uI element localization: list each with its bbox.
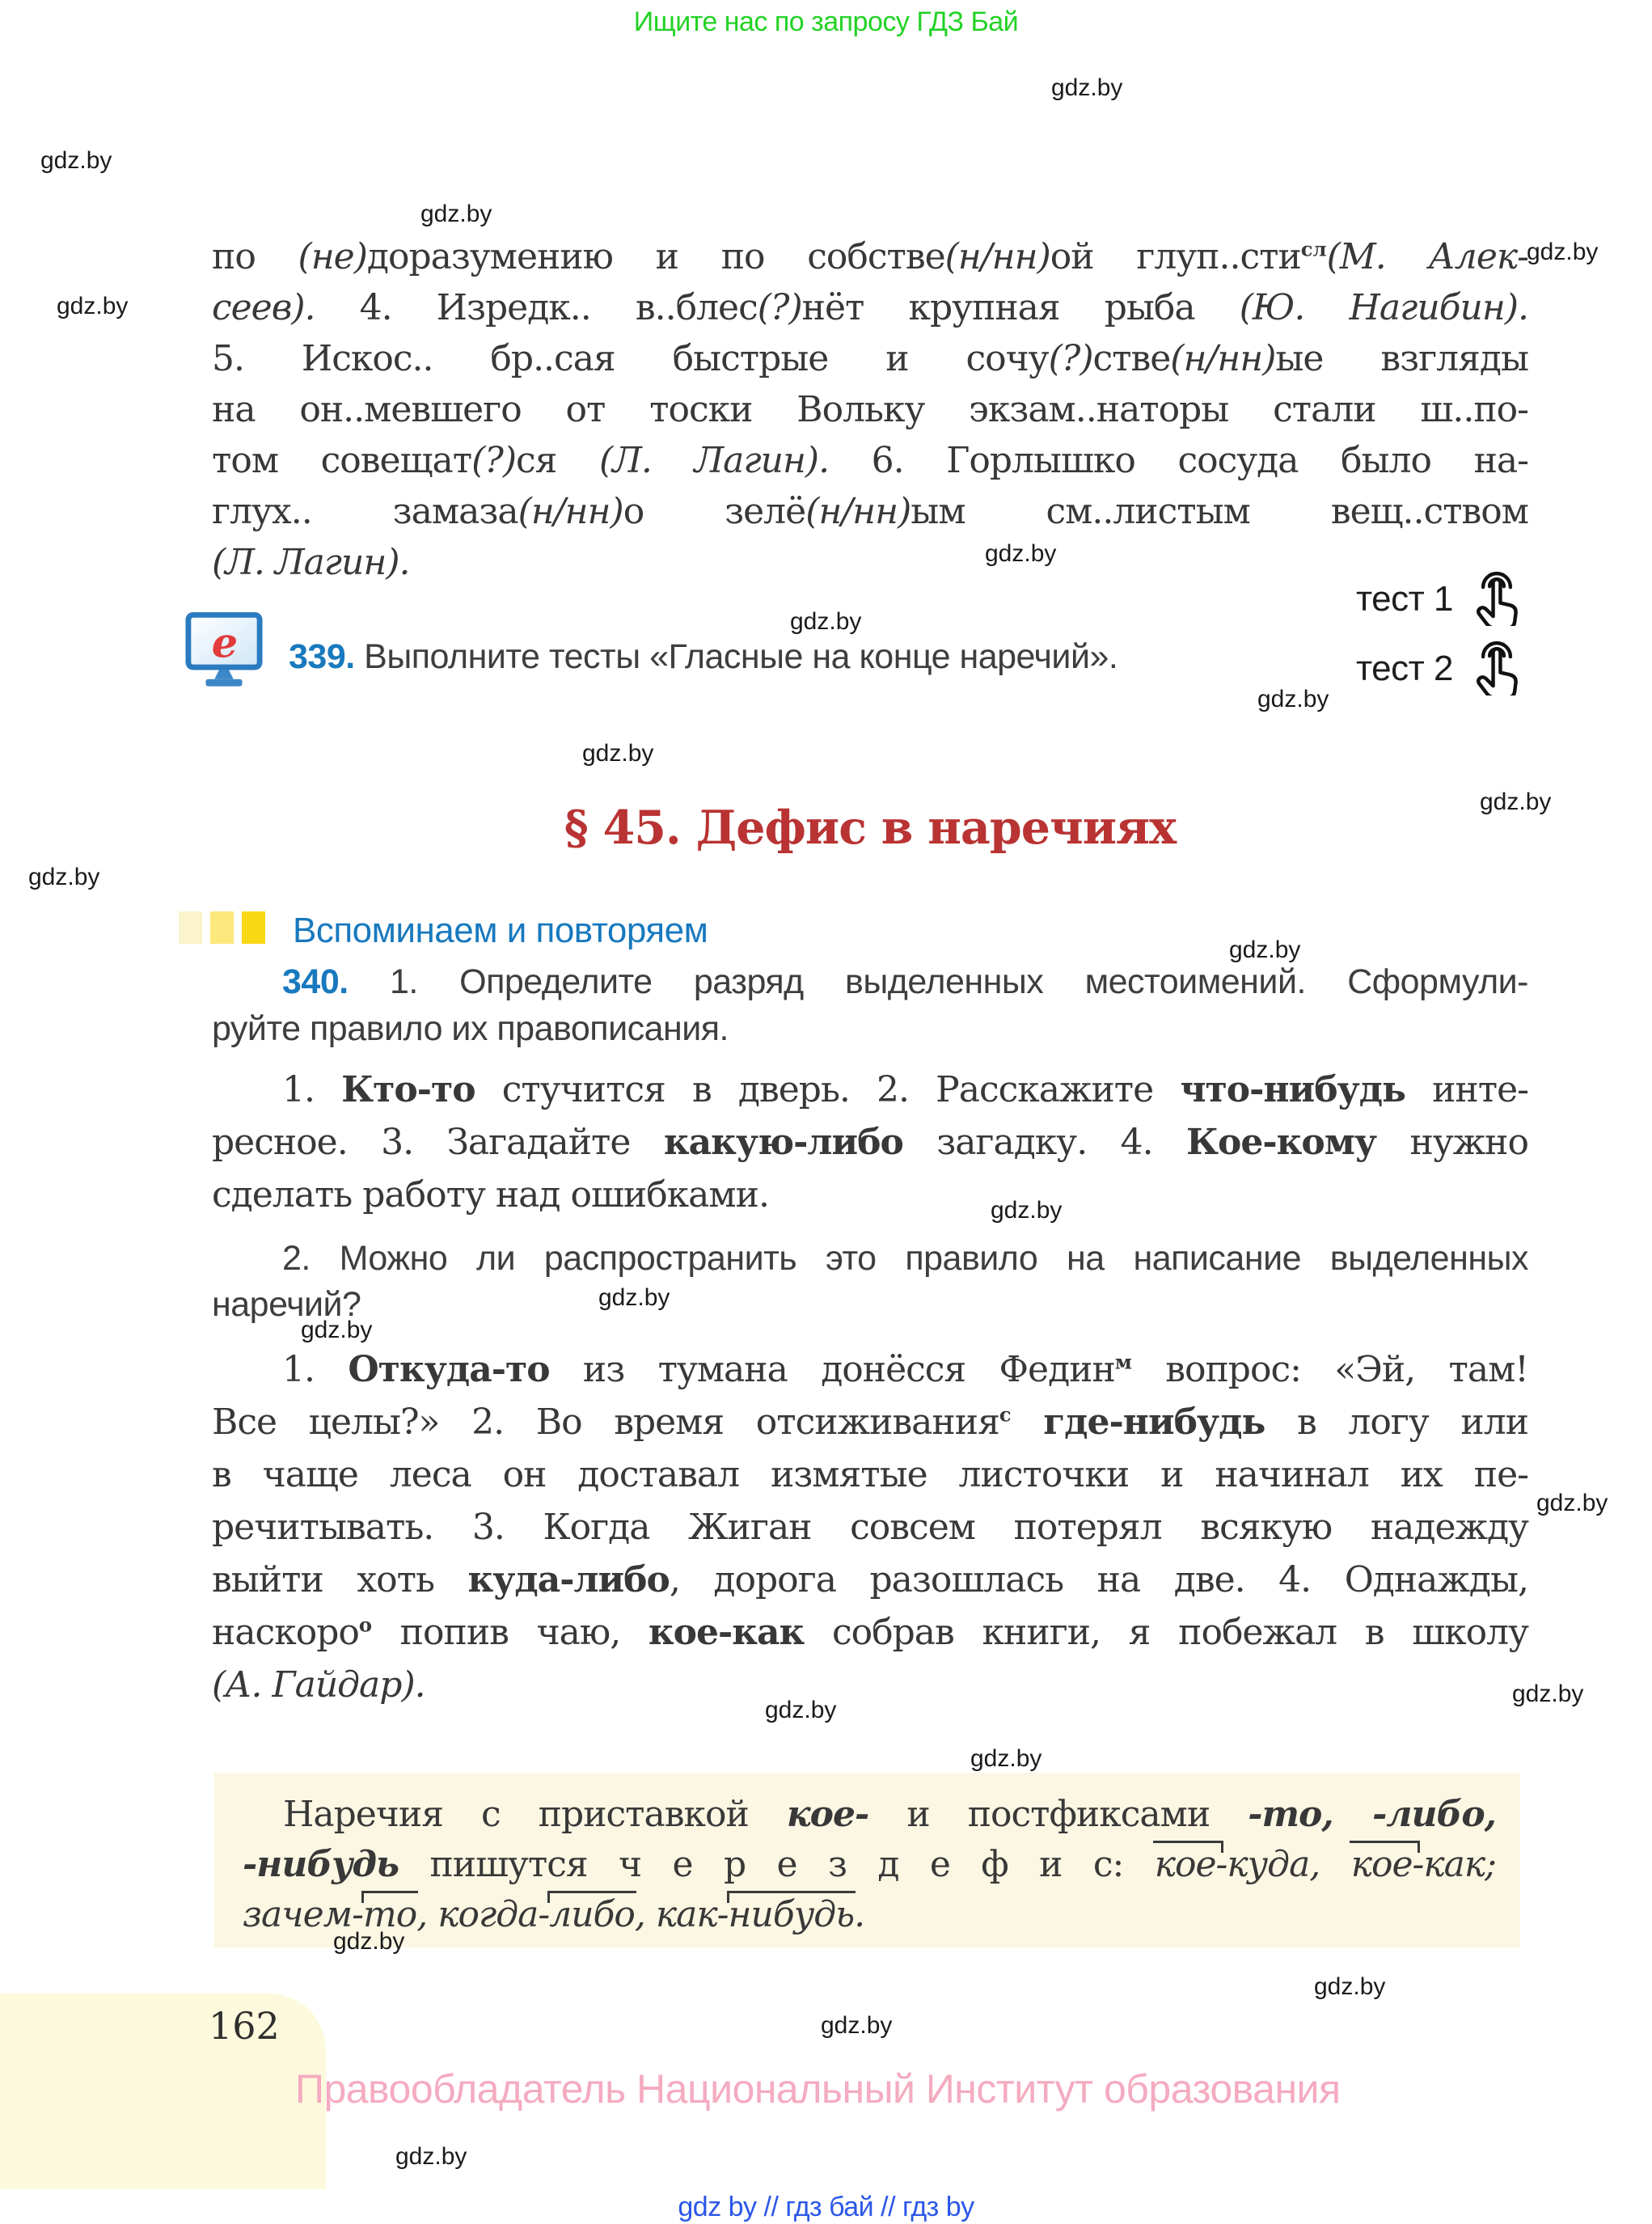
text-segment: 340. — [282, 962, 390, 1001]
text-segment: руйте правило их правописания. — [212, 1009, 729, 1048]
exercise-340-line — [282, 962, 1528, 1003]
text-line — [212, 1122, 1528, 1163]
text-segment: то — [363, 1894, 417, 1935]
text-line — [212, 1612, 1528, 1653]
e-exercise-monitor-icon — [184, 611, 264, 688]
text-segment: (Ю. Нагибин). — [1239, 287, 1528, 328]
tap-icon — [1464, 561, 1529, 626]
text-line — [212, 236, 1528, 277]
text-segment: (?) — [1048, 338, 1093, 379]
rule-line — [243, 1894, 1496, 1935]
text-segment: стве — [1092, 338, 1171, 379]
text-segment: из тумана донёсся Федин — [549, 1349, 1115, 1390]
text-segment: стучится в дверь. 2. Расскажите — [475, 1069, 1181, 1110]
text-line — [212, 389, 1528, 430]
text-segment: ся — [515, 440, 599, 481]
tap-icon — [1464, 631, 1529, 696]
text-segment: (н/нн) — [805, 491, 911, 532]
exercise-339-line — [289, 637, 1518, 678]
text-segment: -нибудь — [243, 1844, 399, 1885]
test1-link[interactable] — [1356, 560, 1529, 626]
watermark: gdz.by — [1314, 1973, 1386, 2000]
text-segment: . — [854, 1894, 865, 1935]
text-segment: м — [1114, 1350, 1132, 1374]
text-segment: -как; — [1412, 1844, 1496, 1885]
text-segment: (?) — [757, 287, 802, 328]
text-segment: 4. Изредк.. в..блес — [315, 287, 758, 328]
test2-label: тест 2 — [1356, 649, 1453, 688]
text-line — [212, 1174, 1528, 1216]
text-segment: инте- — [1405, 1069, 1528, 1110]
rule-line — [243, 1844, 1496, 1885]
text-segment: , когда- — [416, 1894, 550, 1935]
text-segment: сеев). — [212, 287, 315, 328]
watermark: gdz.by — [765, 1697, 837, 1723]
text-line — [212, 1507, 1528, 1548]
text-segment: -то, -либо, — [1248, 1794, 1496, 1835]
text-segment: с — [999, 1402, 1012, 1427]
recall-heading: Вспоминаем и повторяем — [293, 911, 708, 950]
text-segment: , дорога разошлась на две. 4. Однажды, — [669, 1559, 1528, 1600]
text-segment: кое — [1154, 1844, 1216, 1885]
text-segment: собрав книги, я побежал в школу — [804, 1612, 1528, 1653]
text-segment: 2. Можно ли распространить это правило на написание выделенных — [282, 1239, 1528, 1278]
text-segment: нёт крупная рыба — [801, 287, 1240, 328]
text-segment: вопрос: «Эй, там! — [1131, 1349, 1528, 1390]
text-segment: Кто-то — [341, 1069, 475, 1110]
watermark: gdz.by — [821, 2012, 893, 2039]
watermark: gdz.by — [333, 1928, 405, 1955]
text-line — [212, 1285, 1528, 1326]
test1-label: тест 1 — [1356, 579, 1453, 619]
watermark: gdz.by — [1480, 789, 1552, 815]
text-segment: ресное. 3. Загадайте — [212, 1122, 664, 1163]
text-segment: 5. Искос.. бр..сая быстрые и сочу — [212, 338, 1049, 379]
text-segment: Выполните тесты «Гласные на конце наречий». — [364, 637, 1118, 676]
text-line — [212, 1559, 1528, 1600]
text-line — [212, 1664, 1528, 1706]
text-segment: (н/нн) — [1170, 338, 1276, 379]
copyright-text: Правообладатель Национальный Институт образования — [295, 2066, 1341, 2112]
text-segment: Наречия с приставкой — [283, 1794, 787, 1835]
text-line — [282, 1349, 1528, 1390]
text-segment: -куда, — [1215, 1844, 1351, 1885]
text-segment: 1. Определите разряд выделенных местоимений. Сформули- — [390, 962, 1529, 1001]
watermark: gdz.by — [1536, 1490, 1608, 1516]
text-segment: Откуда-то — [348, 1349, 550, 1390]
watermark: gdz.by — [1527, 239, 1599, 265]
text-segment: , как- — [634, 1894, 729, 1935]
watermark: gdz.by — [57, 293, 129, 319]
text-segment: ым см..листым вещ..ством — [911, 491, 1528, 532]
text-line — [212, 1402, 1528, 1443]
text-segment: доразумению и по собстве — [366, 236, 945, 277]
text-segment: 339. — [289, 637, 365, 676]
text-segment: Кое-кому — [1185, 1122, 1377, 1163]
text-line — [212, 1009, 1528, 1050]
page-number: 162 — [209, 2004, 280, 2048]
watermark: gdz.by — [598, 1284, 670, 1311]
text-segment: зачем- — [243, 1894, 363, 1935]
watermark: gdz.by — [395, 2143, 467, 2170]
svg-text:e: e — [211, 619, 239, 668]
watermark: gdz.by — [420, 201, 492, 227]
text-segment: ч е р е з д е ф и с: — [619, 1844, 1155, 1885]
text-segment: сделать работу над ошибками. — [212, 1174, 769, 1216]
text-segment: наречий? — [212, 1285, 361, 1324]
text-segment: пишутся — [399, 1844, 619, 1885]
text-segment: ые взгляды — [1275, 338, 1528, 379]
text-segment: наскоро — [212, 1612, 359, 1653]
text-segment: либо — [549, 1894, 635, 1935]
section-heading: § 45. Дефис в наречиях — [564, 801, 1177, 855]
text-segment: нибудь — [728, 1894, 855, 1935]
text-line — [212, 338, 1528, 379]
watermark: gdz.by — [790, 608, 862, 635]
text-line — [212, 287, 1528, 328]
rule-line — [283, 1794, 1496, 1835]
text-segment: Все целы?» 2. Во время отсиживания — [212, 1402, 999, 1443]
accent-square-dark — [242, 911, 265, 944]
text-line — [282, 1239, 1528, 1279]
text-segment: какую-либо — [663, 1122, 903, 1163]
watermark: gdz.by — [985, 540, 1057, 567]
text-line — [212, 1454, 1528, 1495]
text-segment: (М. Алек- — [1326, 236, 1529, 277]
text-segment: речитывать. 3. Когда Жиган совсем потерял всякую надежду — [212, 1507, 1528, 1548]
text-segment: о — [358, 1613, 372, 1637]
text-segment: кое-как — [648, 1612, 805, 1653]
watermark: gdz.by — [1051, 74, 1123, 101]
text-segment: глух.. замаза — [212, 491, 518, 532]
text-line — [212, 440, 1528, 481]
text-segment: 1. — [282, 1349, 349, 1390]
text-segment: (не) — [298, 236, 367, 277]
text-line — [282, 1069, 1528, 1110]
text-segment: ой глуп..сти — [1050, 236, 1301, 277]
promo-note: Ищите нас по запросу ГДЗ Бай — [633, 6, 1019, 37]
watermark: gdz.by — [991, 1197, 1063, 1224]
text-segment: (Л. Лагин). — [212, 542, 410, 583]
text-segment: том совещат — [212, 440, 472, 481]
text-segment: по — [212, 236, 298, 277]
text-segment: кое — [1350, 1844, 1413, 1885]
accent-square-mid — [210, 911, 234, 944]
text-segment: в чаще леса он доставал измятые листочки и начинал их пе- — [212, 1454, 1528, 1495]
watermark: gdz.by — [970, 1745, 1042, 1772]
text-segment: сл — [1300, 237, 1327, 261]
text-segment: в логу или — [1265, 1402, 1528, 1443]
text-segment: и постфиксами — [868, 1794, 1249, 1835]
text-segment: кое- — [786, 1794, 869, 1835]
text-segment: что-нибудь — [1180, 1069, 1405, 1110]
text-segment: (?) — [471, 440, 516, 481]
text-segment: на он..мевшего от тоски Вольку экзам..наторы стали ш..по- — [212, 389, 1528, 430]
text-line — [212, 542, 1528, 583]
text-segment: нужно — [1376, 1122, 1528, 1163]
text-segment: (Л. Лагин). — [598, 440, 830, 481]
text-line — [212, 491, 1528, 532]
watermark: gdz.by — [1229, 937, 1301, 963]
watermark: gdz.by — [28, 864, 100, 890]
watermark: gdz.by — [301, 1317, 373, 1343]
text-segment: о зелё — [623, 491, 806, 532]
watermark: gdz.by — [1257, 686, 1329, 712]
text-segment: (н/нн) — [944, 236, 1050, 277]
text-segment: 1. — [282, 1069, 342, 1110]
text-segment: куда-либо — [467, 1559, 670, 1600]
text-segment: где-нибудь — [1043, 1402, 1265, 1443]
watermark: gdz.by — [1512, 1681, 1584, 1707]
test2-link[interactable] — [1356, 629, 1529, 696]
text-segment: (А. Гайдар). — [212, 1664, 425, 1706]
text-segment: 6. Горлышко сосуда было на- — [829, 440, 1528, 481]
text-segment: (н/нн) — [518, 491, 623, 532]
text-segment: попив чаю, — [372, 1612, 649, 1653]
footer-links[interactable]: gdz by // гдз бай // гдз by — [678, 2192, 974, 2222]
text-segment — [1012, 1402, 1044, 1443]
text-segment: выйти хоть — [212, 1559, 468, 1600]
accent-square-light — [179, 911, 202, 944]
watermark: gdz.by — [40, 147, 112, 174]
text-segment: загадку. 4. — [902, 1122, 1186, 1163]
watermark: gdz.by — [582, 740, 654, 767]
